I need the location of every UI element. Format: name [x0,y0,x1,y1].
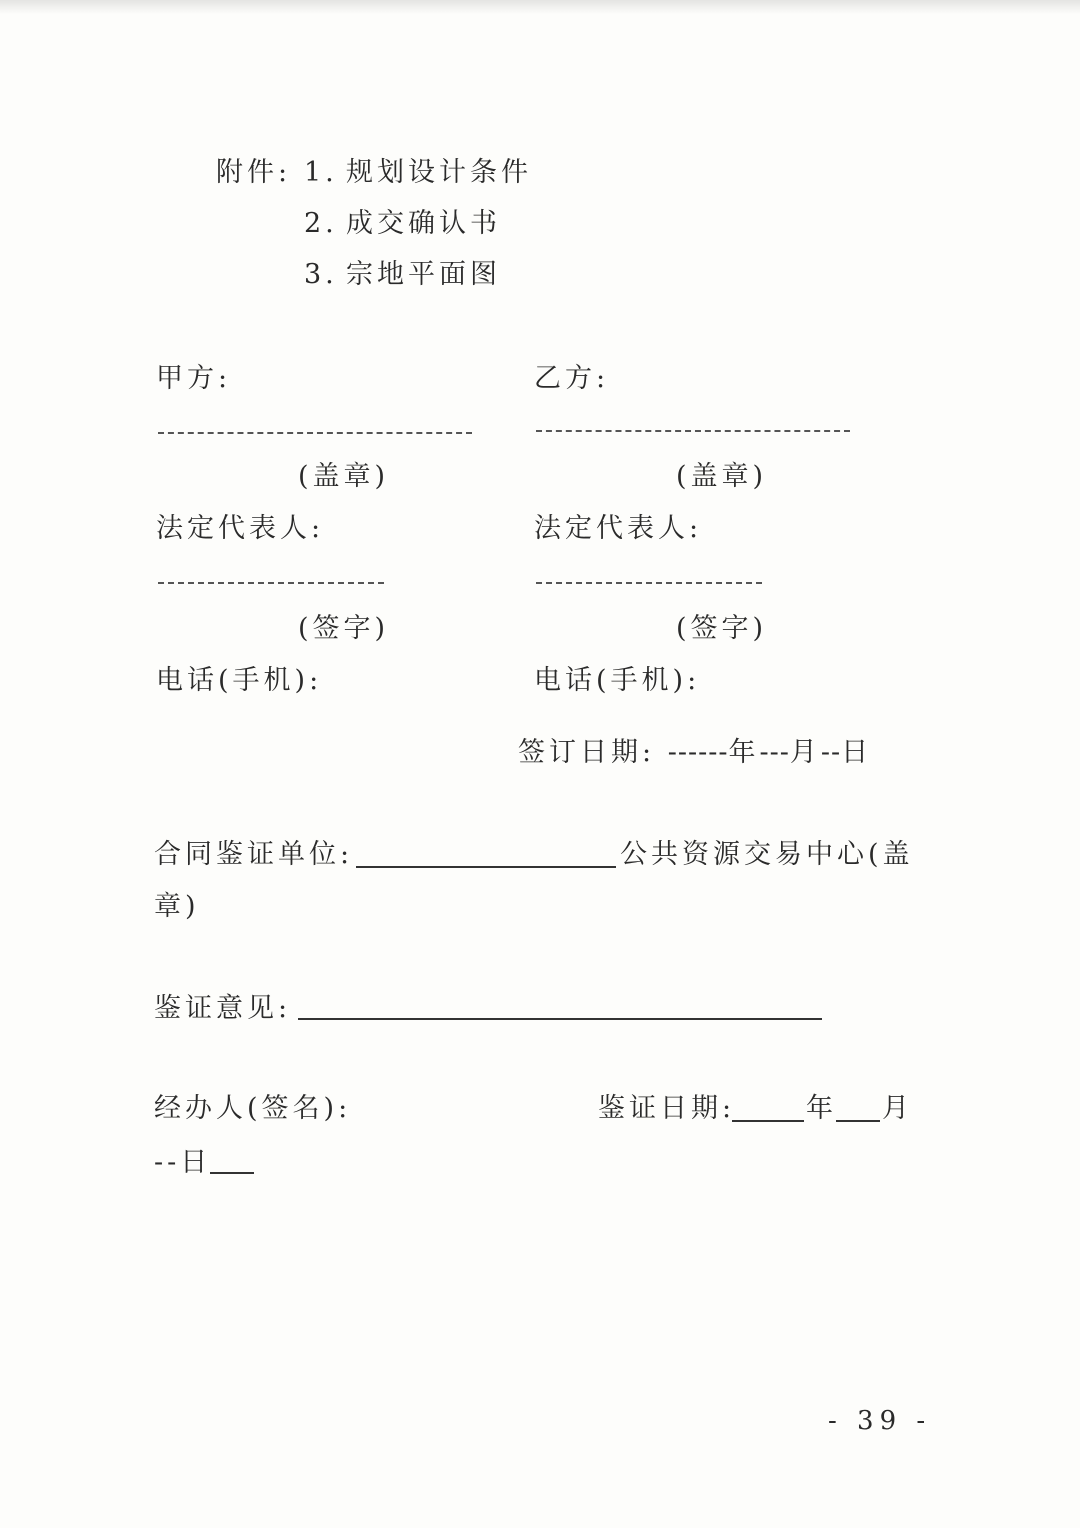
verification-day-dash: -- [154,1147,181,1178]
verification-day-blank-dash [154,1146,211,1180]
verification-year-unit: 年 [806,1093,837,1124]
signing-day-blank[interactable]: -- [820,737,842,768]
attachment-1-text: 规划设计条件 [346,157,532,188]
signing-year-unit: 年 [728,737,760,768]
signing-date [518,736,872,770]
party-a-phone-label: 电话(手机): [156,665,323,696]
party-b-sign-note: (签字) [676,613,768,644]
verification-day-blank[interactable] [210,1172,254,1174]
opinion-blank[interactable] [298,1018,822,1020]
signing-year-blank[interactable]: ------ [667,737,729,768]
signing-day-unit: 日 [841,737,873,768]
signing-month-unit: 月 [789,737,821,768]
verification-date-label: 鉴证日期: [598,1093,736,1124]
scan-edge [0,0,1080,14]
attachment-1-number: 1. [304,157,338,188]
attachment-2-text: 成交确认书 [346,208,501,239]
party-b-label: 乙方: [534,363,610,394]
party-b-phone-label: 电话(手机): [534,665,701,696]
verification-month-unit: 月 [882,1093,913,1124]
verification-day-unit: 日 [180,1147,212,1178]
party-a-rep-label: 法定代表人: [156,513,325,544]
handler-label: 经办人(签名): [154,1093,352,1124]
verification-month-blank[interactable] [836,1120,880,1122]
verification-year-blank[interactable] [732,1120,804,1122]
party-a-name-blank[interactable] [158,432,472,434]
opinion-label: 鉴证意见: [154,993,292,1024]
party-b-name-blank[interactable] [536,430,850,432]
party-a-label: 甲方: [156,363,232,394]
signing-month-blank[interactable]: --- [759,737,790,768]
attachment-3-number: 3. [304,259,338,290]
attachments-label: 附件: [216,157,292,188]
verification-unit-blank[interactable] [356,866,616,868]
verification-unit-suffix: 公共资源交易中心(盖 [620,839,914,870]
signing-date-label: 签订日期: [518,737,656,768]
party-a-sign-note: (签字) [298,613,390,644]
verification-unit-continuation: 章) [154,891,200,922]
verification-unit-label: 合同鉴证单位: [154,839,354,870]
attachment-2-number: 2. [304,208,338,239]
party-b-seal-note: (盖章) [676,461,768,492]
party-b-rep-blank[interactable] [536,582,762,584]
attachment-3-text: 宗地平面图 [346,259,501,290]
page-number: - 39 - [828,1406,932,1436]
party-b-rep-label: 法定代表人: [534,513,703,544]
party-a-seal-note: (盖章) [298,461,390,492]
party-a-rep-blank[interactable] [158,582,384,584]
